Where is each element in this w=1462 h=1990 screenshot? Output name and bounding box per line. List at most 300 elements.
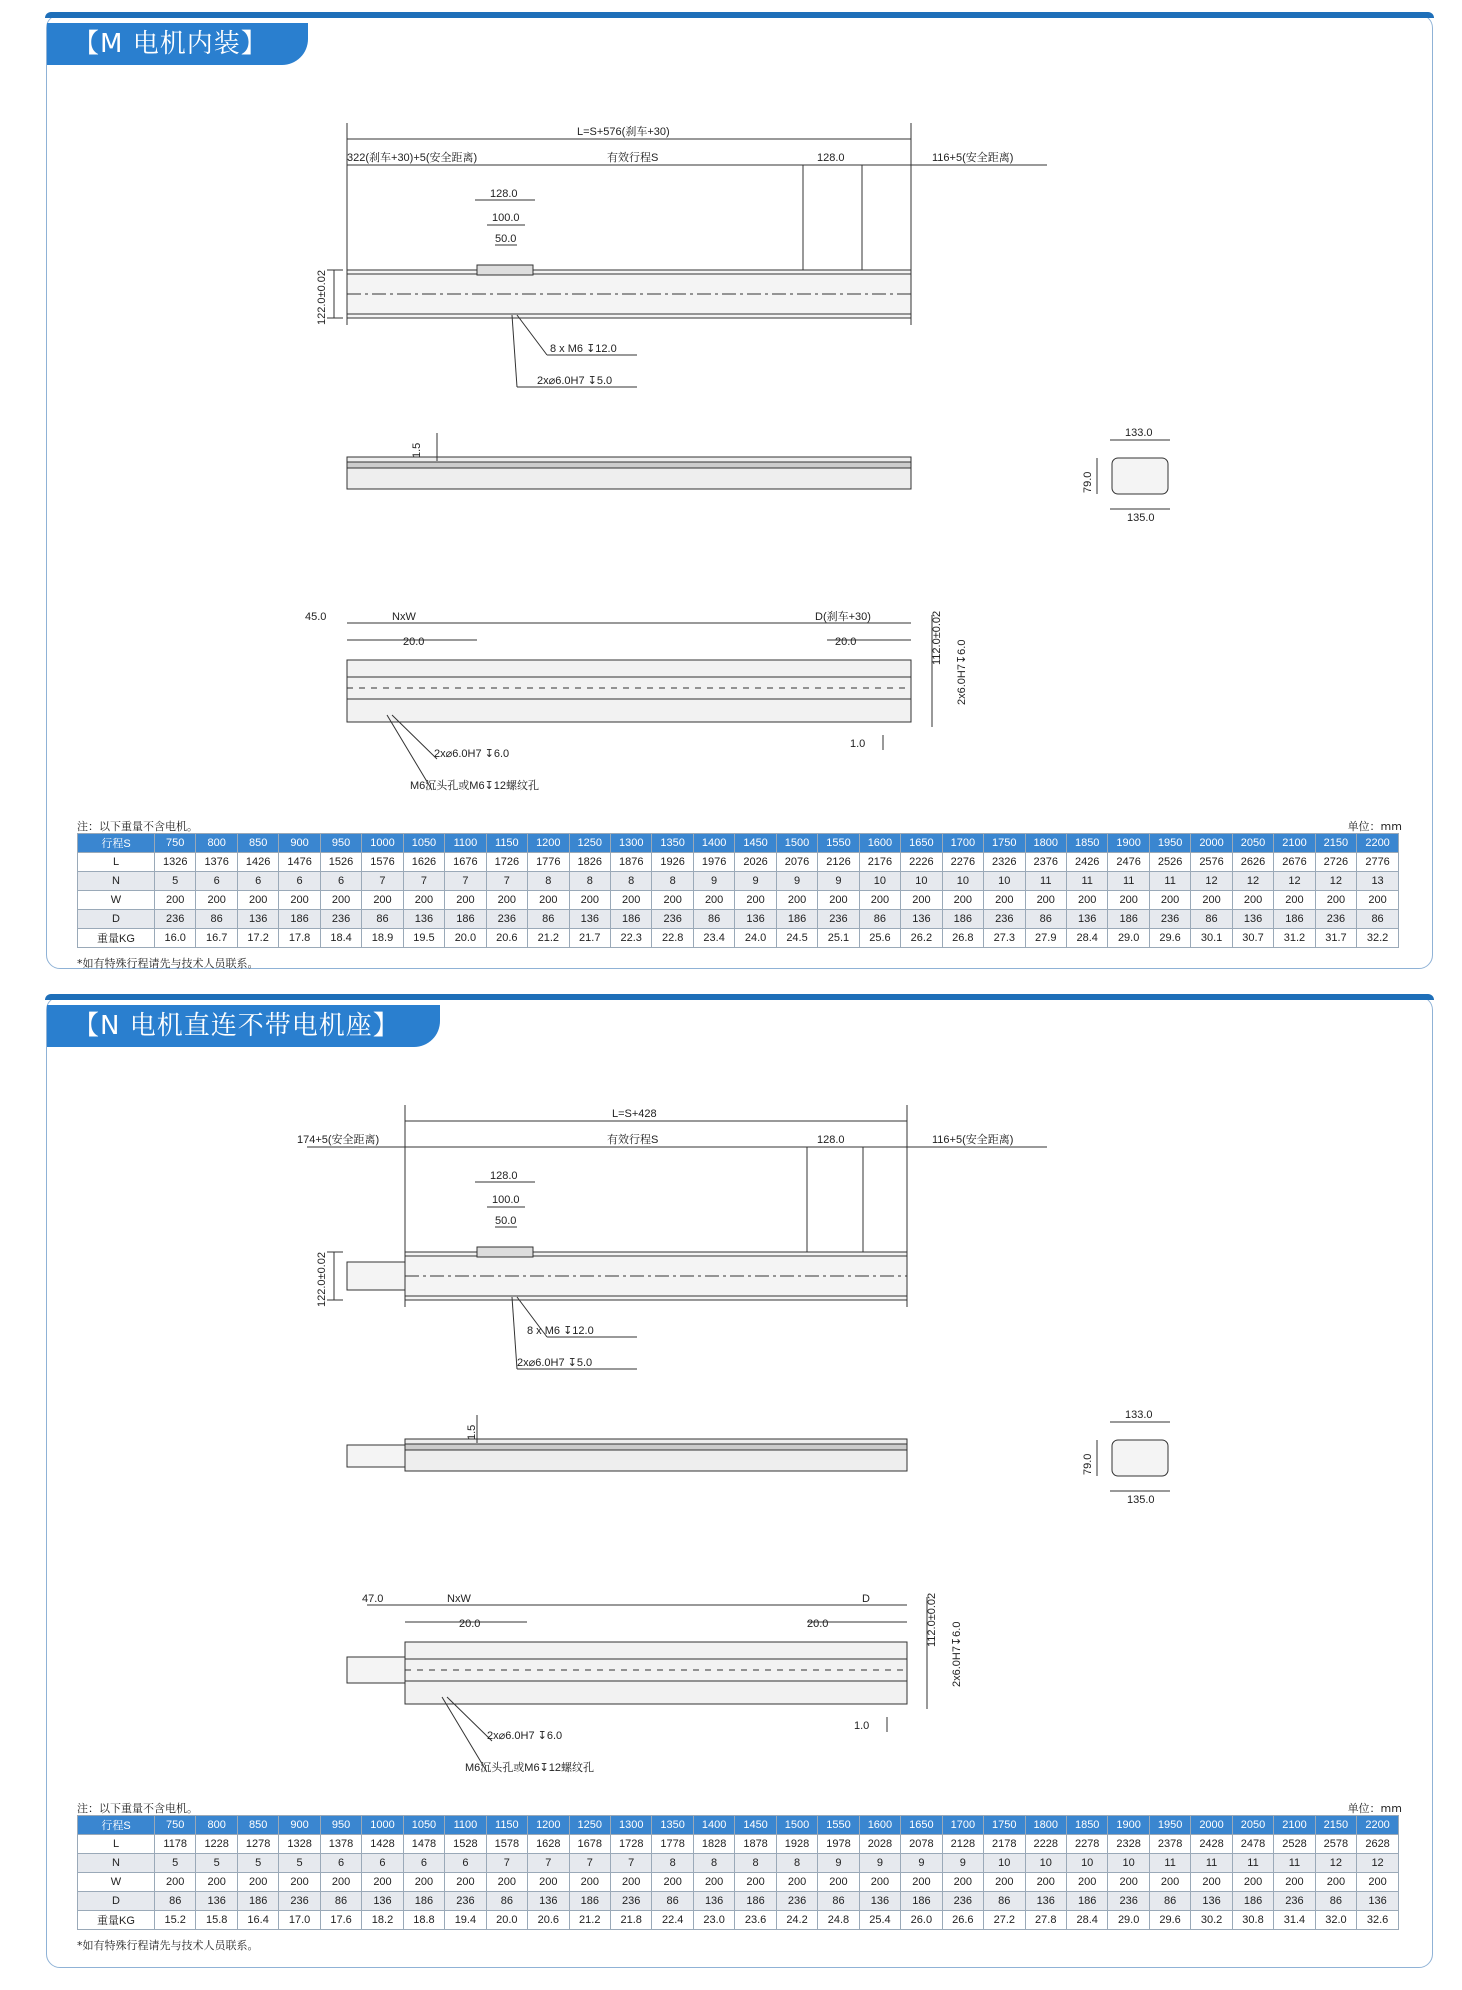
table-cell: 950 — [320, 834, 361, 853]
table-cell: 2478 — [1232, 1835, 1273, 1854]
table-cell: 186 — [569, 1892, 610, 1911]
row-header: 重量KG — [78, 929, 155, 948]
table-cell: 200 — [1108, 1873, 1149, 1892]
table-cell: 1476 — [279, 853, 320, 872]
table-cell: 1700 — [942, 834, 983, 853]
table-cell: 200 — [279, 891, 320, 910]
table-cell: 200 — [196, 891, 237, 910]
table-cell: 136 — [1066, 910, 1107, 929]
row-header: L — [78, 853, 155, 872]
table-cell: 23.6 — [735, 1911, 776, 1930]
table-cell: 10 — [984, 1854, 1025, 1873]
table-cell: 1600 — [859, 834, 900, 853]
table-cell: 1976 — [693, 853, 734, 872]
table-cell: 16.7 — [196, 929, 237, 948]
dim-total: L=S+428 — [612, 1108, 657, 1120]
table-cell: 1478 — [403, 1835, 444, 1854]
table-cell: 22.8 — [652, 929, 693, 948]
table-cell: 1776 — [528, 853, 569, 872]
table-cell: 236 — [818, 910, 859, 929]
table-cell: 200 — [776, 891, 817, 910]
table-cell: 1100 — [445, 1816, 486, 1835]
table-cell: 32.0 — [1315, 1911, 1356, 1930]
table-cell: 136 — [1025, 1892, 1066, 1911]
table-cell: 1150 — [486, 834, 527, 853]
table-cell: 200 — [237, 1873, 278, 1892]
table-cell: 200 — [1357, 1873, 1399, 1892]
table-cell: 200 — [901, 891, 942, 910]
table-cell: 18.8 — [403, 1911, 444, 1930]
table-cell: 8 — [776, 1854, 817, 1873]
table-cell: 2578 — [1315, 1835, 1356, 1854]
table-cell: 18.9 — [362, 929, 403, 948]
table-cell: 1428 — [362, 1835, 403, 1854]
table-cell: 86 — [652, 1892, 693, 1911]
dim-bottom-nxw: NxW — [447, 1593, 471, 1605]
table-cell: 2576 — [1191, 853, 1232, 872]
dim-bottom-20b: 20.0 — [835, 636, 857, 648]
table-cell: 1528 — [445, 1835, 486, 1854]
table-cell: 86 — [155, 1892, 196, 1911]
dim-bottom-45: 45.0 — [305, 611, 327, 623]
table-cell: 17.6 — [320, 1911, 361, 1930]
dim-holes-m6: 8 x M6 ↧12.0 — [550, 343, 617, 355]
table-row — [78, 929, 1399, 948]
table-cell: 24.2 — [776, 1911, 817, 1930]
table-cell: 27.8 — [1025, 1911, 1066, 1930]
table-cell: 236 — [1149, 910, 1190, 929]
dim-bottom-20a: 20.0 — [459, 1618, 481, 1630]
table-cell: 200 — [984, 1873, 1025, 1892]
table-cell: 86 — [1315, 1892, 1356, 1911]
table-cell: 1400 — [693, 834, 734, 853]
table-cell: 200 — [1066, 891, 1107, 910]
table-cell: 186 — [735, 1892, 776, 1911]
table-cell: 1650 — [901, 1816, 942, 1835]
table-cell: 30.7 — [1232, 929, 1273, 948]
table-cell: 1178 — [155, 1835, 196, 1854]
table-row — [78, 910, 1399, 929]
table-cell: 200 — [1274, 1873, 1315, 1892]
table-cell: 200 — [445, 891, 486, 910]
table-cell: 1850 — [1066, 1816, 1107, 1835]
table-cell: 1750 — [984, 1816, 1025, 1835]
table-cell: 1526 — [320, 853, 361, 872]
table-cell: 136 — [735, 910, 776, 929]
table-cell: 2226 — [901, 853, 942, 872]
dim-bottom-d: D(刹车+30) — [815, 611, 871, 623]
table-cell: 7 — [486, 872, 527, 891]
table-cell: 200 — [1066, 1873, 1107, 1892]
table-cell: 1676 — [445, 853, 486, 872]
table-cell: 136 — [196, 1892, 237, 1911]
row-header: 重量KG — [78, 1911, 155, 1930]
table-row — [78, 1835, 1399, 1854]
dim-end-135: 135.0 — [1127, 1494, 1155, 1506]
table-cell: 30.1 — [1191, 929, 1232, 948]
table-cell: 26.0 — [901, 1911, 942, 1930]
table-cell: 1826 — [569, 853, 610, 872]
table-cell: 200 — [818, 891, 859, 910]
table-cell: 1576 — [362, 853, 403, 872]
table-cell: 800 — [196, 1816, 237, 1835]
table-cell: 17.8 — [279, 929, 320, 948]
dim-bottom-20b: 20.0 — [807, 1618, 829, 1630]
table-cell: 200 — [1232, 1873, 1273, 1892]
dim-bottom-pin-v: 2x6.0H7↧6.0 — [951, 1621, 963, 1687]
table-cell: 16.0 — [155, 929, 196, 948]
table-cell: 136 — [569, 910, 610, 929]
table-cell: 86 — [984, 1892, 1025, 1911]
dim-side-15: 1.5 — [466, 1424, 478, 1440]
table-cell: 9 — [776, 872, 817, 891]
table-cell: 86 — [1025, 910, 1066, 929]
table-cell: 200 — [693, 1873, 734, 1892]
table-cell: 200 — [942, 891, 983, 910]
table-cell: 86 — [1357, 910, 1399, 929]
table-cell: 11 — [1149, 1854, 1190, 1873]
dim-right-margin: 116+5(安全距离) — [932, 1134, 1014, 1146]
table-cell: 18.2 — [362, 1911, 403, 1930]
table-cell: 1578 — [486, 1835, 527, 1854]
table-cell: 200 — [610, 1873, 651, 1892]
table-cell: 2128 — [942, 1835, 983, 1854]
table-cell: 1350 — [652, 834, 693, 853]
table-unit: 单位：mm — [1347, 820, 1402, 833]
table-cell: 186 — [237, 1892, 278, 1911]
table-cell: 9 — [942, 1854, 983, 1873]
table-cell: 1678 — [569, 1835, 610, 1854]
table-row — [78, 834, 1399, 853]
table-cell: 1928 — [776, 1835, 817, 1854]
table-cell: 2200 — [1357, 834, 1399, 853]
table-cell: 2100 — [1274, 834, 1315, 853]
dim-bottom-pin: 2x⌀6.0H7 ↧6.0 — [434, 748, 510, 760]
table-cell: 2078 — [901, 1835, 942, 1854]
table-row — [78, 891, 1399, 910]
table-cell: 850 — [237, 834, 278, 853]
table-cell: 1250 — [569, 1816, 610, 1835]
table-cell: 236 — [1108, 1892, 1149, 1911]
section-m-panel — [46, 14, 1433, 969]
dim-side-15: 1.5 — [411, 442, 423, 458]
table-cell: 12 — [1315, 1854, 1356, 1873]
table-cell: 2000 — [1191, 1816, 1232, 1835]
table-cell: 1500 — [776, 834, 817, 853]
table-cell: 136 — [403, 910, 444, 929]
table-row — [78, 853, 1399, 872]
table-cell: 2528 — [1274, 1835, 1315, 1854]
table-cell: 6 — [320, 872, 361, 891]
table-cell: 86 — [486, 1892, 527, 1911]
table-cell: 28.4 — [1066, 929, 1107, 948]
table-cell: 236 — [445, 1892, 486, 1911]
dim-bottom-1: 1.0 — [854, 1720, 870, 1732]
table-cell: 21.2 — [569, 1911, 610, 1930]
table-cell: 1326 — [155, 853, 196, 872]
table-cell: 18.4 — [320, 929, 361, 948]
table-cell: 6 — [320, 1854, 361, 1873]
table-cell: 86 — [693, 910, 734, 929]
table-cell: 1926 — [652, 853, 693, 872]
table-cell: 24.5 — [776, 929, 817, 948]
row-header: D — [78, 910, 155, 929]
table-cell: 86 — [859, 910, 900, 929]
table-cell: 236 — [942, 1892, 983, 1911]
dim-holes-pin: 2x⌀6.0H7 ↧5.0 — [517, 1357, 593, 1369]
table-cell: 31.4 — [1274, 1911, 1315, 1930]
table-cell: 2326 — [984, 853, 1025, 872]
table-cell: 186 — [279, 910, 320, 929]
table-cell: 8 — [652, 872, 693, 891]
table-cell: 1778 — [652, 1835, 693, 1854]
table-cell: 7 — [486, 1854, 527, 1873]
table-cell: 2626 — [1232, 853, 1273, 872]
table-cell: 200 — [610, 891, 651, 910]
table-cell: 136 — [901, 910, 942, 929]
dim-bottom-m6: M6沉头孔或M6↧12螺纹孔 — [465, 1762, 595, 1774]
table-cell: 10 — [1108, 1854, 1149, 1873]
table-cell: 2726 — [1315, 853, 1356, 872]
table-cell: 32.6 — [1357, 1911, 1399, 1930]
table-cell: 86 — [1191, 910, 1232, 929]
table-cell: 1950 — [1149, 834, 1190, 853]
table-cell: 1150 — [486, 1816, 527, 1835]
table-cell: 8 — [569, 872, 610, 891]
table-cell: 200 — [528, 1873, 569, 1892]
table-cell: 200 — [1191, 1873, 1232, 1892]
table-cell: 200 — [486, 891, 527, 910]
table-footnote: *如有特殊行程请先与技术人员联系。 — [77, 1939, 259, 1952]
table-cell: 19.5 — [403, 929, 444, 948]
dim-top-100: 100.0 — [492, 1194, 520, 1206]
table-cell: 186 — [942, 910, 983, 929]
table-cell: 2228 — [1025, 1835, 1066, 1854]
table-row — [78, 1854, 1399, 1873]
table-cell: 17.2 — [237, 929, 278, 948]
table-cell: 11 — [1066, 872, 1107, 891]
table-cell: 200 — [1274, 891, 1315, 910]
table-cell: 12 — [1232, 872, 1273, 891]
table-cell: 136 — [362, 1892, 403, 1911]
dim-end-79: 79.0 — [1082, 1453, 1094, 1475]
table-cell: 200 — [403, 1873, 444, 1892]
table-cell: 850 — [237, 1816, 278, 1835]
row-header: 行程S — [78, 1816, 155, 1835]
table-cell: 1250 — [569, 834, 610, 853]
spec-table — [77, 833, 1399, 948]
table-cell: 1726 — [486, 853, 527, 872]
table-cell: 200 — [569, 891, 610, 910]
table-cell: 25.4 — [859, 1911, 900, 1930]
table-cell: 200 — [279, 1873, 320, 1892]
table-cell: 1878 — [735, 1835, 776, 1854]
table-cell: 186 — [403, 1892, 444, 1911]
table-cell: 21.7 — [569, 929, 610, 948]
table-cell: 2100 — [1274, 1816, 1315, 1835]
table-cell: 32.2 — [1357, 929, 1399, 948]
table-cell: 26.8 — [942, 929, 983, 948]
dim-left-margin: 322(刹车+30)+5(安全距离) — [347, 152, 478, 164]
table-cell: 1628 — [528, 1835, 569, 1854]
table-cell: 2028 — [859, 1835, 900, 1854]
table-cell: 30.2 — [1191, 1911, 1232, 1930]
dim-bottom-112: 112.0±0.02 — [926, 1592, 938, 1647]
dim-bottom-1: 1.0 — [850, 738, 866, 750]
table-cell: 7 — [362, 872, 403, 891]
dim-end-79: 79.0 — [1082, 471, 1094, 493]
table-cell: 186 — [1066, 1892, 1107, 1911]
drawing-svg-n — [47, 997, 1432, 1797]
dim-bottom-45: 47.0 — [362, 1593, 384, 1605]
dim-end-133: 133.0 — [1125, 427, 1153, 439]
table-cell: 11 — [1274, 1854, 1315, 1873]
table-cell: 21.8 — [610, 1911, 651, 1930]
table-cell: 31.7 — [1315, 929, 1356, 948]
table-cell: 200 — [362, 891, 403, 910]
table-cell: 9 — [818, 1854, 859, 1873]
table-cell: 6 — [196, 872, 237, 891]
dim-bottom-20a: 20.0 — [403, 636, 425, 648]
table-cell: 1626 — [403, 853, 444, 872]
table-cell: 6 — [237, 872, 278, 891]
table-cell: 200 — [1315, 1873, 1356, 1892]
table-cell: 11 — [1149, 872, 1190, 891]
dim-end-135: 135.0 — [1127, 512, 1155, 524]
table-row — [78, 1816, 1399, 1835]
table-cell: 2150 — [1315, 834, 1356, 853]
table-cell: 750 — [155, 834, 196, 853]
table-cell: 2376 — [1025, 853, 1066, 872]
table-cell: 20.6 — [528, 1911, 569, 1930]
table-footnote: *如有特殊行程请先与技术人员联系。 — [77, 957, 259, 970]
table-cell: 28.4 — [1066, 1911, 1107, 1930]
table-cell: 13 — [1357, 872, 1399, 891]
table-cell: 29.6 — [1149, 1911, 1190, 1930]
table-cell: 24.0 — [735, 929, 776, 948]
dim-stroke: 有效行程S — [607, 1134, 659, 1146]
table-cell: 1376 — [196, 853, 237, 872]
table-cell: 136 — [1232, 910, 1273, 929]
table-cell: 2150 — [1315, 1816, 1356, 1835]
table-cell: 16.4 — [237, 1911, 278, 1930]
table-cell: 800 — [196, 834, 237, 853]
dim-right-margin: 116+5(安全距离) — [932, 152, 1014, 164]
table-cell: 200 — [652, 1873, 693, 1892]
table-cell: 11 — [1025, 872, 1066, 891]
table-cell: 1500 — [776, 1816, 817, 1835]
table-cell: 1850 — [1066, 834, 1107, 853]
table-cell: 200 — [693, 891, 734, 910]
table-cell: 2476 — [1108, 853, 1149, 872]
table-cell: 236 — [610, 1892, 651, 1911]
table-cell: 136 — [1357, 1892, 1399, 1911]
table-cell: 10 — [984, 872, 1025, 891]
dim-left-margin: 174+5(安全距离) — [297, 1134, 380, 1146]
table-cell: 186 — [776, 910, 817, 929]
table-cell: 24.8 — [818, 1911, 859, 1930]
table-cell: 27.3 — [984, 929, 1025, 948]
table-cell: 200 — [486, 1873, 527, 1892]
dim-top-50: 50.0 — [495, 233, 517, 245]
table-cell: 1750 — [984, 834, 1025, 853]
table-cell: 20.0 — [445, 929, 486, 948]
table-cell: 236 — [1315, 910, 1356, 929]
table-cell: 200 — [735, 891, 776, 910]
table-cell: 200 — [1108, 891, 1149, 910]
table-cell: 1450 — [735, 1816, 776, 1835]
table-cell: 1000 — [362, 1816, 403, 1835]
table-cell: 200 — [403, 891, 444, 910]
table-cell: 86 — [196, 910, 237, 929]
table-cell: 1450 — [735, 834, 776, 853]
table-cell: 2178 — [984, 1835, 1025, 1854]
table-cell: 2676 — [1274, 853, 1315, 872]
dim-stroke: 有效行程S — [607, 152, 659, 164]
table-cell: 200 — [569, 1873, 610, 1892]
row-header: N — [78, 872, 155, 891]
table-cell: 8 — [693, 1854, 734, 1873]
row-header: W — [78, 891, 155, 910]
technical-drawing — [47, 997, 1432, 1797]
table-cell: 29.0 — [1108, 1911, 1149, 1930]
dim-bottom-pin-v: 2x6.0H7↧6.0 — [956, 639, 968, 705]
table-cell: 900 — [279, 1816, 320, 1835]
table-cell: 1000 — [362, 834, 403, 853]
table-cell: 200 — [984, 891, 1025, 910]
table-cell: 2328 — [1108, 1835, 1149, 1854]
dim-height-122: 122.0±0.02 — [316, 270, 328, 325]
table-cell: 200 — [196, 1873, 237, 1892]
table-cell: 7 — [528, 1854, 569, 1873]
table-cell: 200 — [155, 1873, 196, 1892]
table-cell: 6 — [403, 1854, 444, 1873]
row-header: D — [78, 1892, 155, 1911]
table-cell: 200 — [901, 1873, 942, 1892]
table-cell: 1200 — [528, 834, 569, 853]
section-title: 【M 电机内装】 — [47, 23, 308, 65]
table-cell: 7 — [569, 1854, 610, 1873]
section-n-panel — [46, 996, 1433, 1968]
table-cell: 2428 — [1191, 1835, 1232, 1854]
table-cell: 136 — [859, 1892, 900, 1911]
table-cell: 15.2 — [155, 1911, 196, 1930]
table-cell: 30.8 — [1232, 1911, 1273, 1930]
table-note: 注：以下重量不含电机。 — [77, 820, 198, 833]
table-cell: 2426 — [1066, 853, 1107, 872]
table-cell: 2276 — [942, 853, 983, 872]
table-cell: 5 — [155, 1854, 196, 1873]
table-cell: 200 — [652, 891, 693, 910]
table-cell: 1800 — [1025, 1816, 1066, 1835]
table-cell: 8 — [528, 872, 569, 891]
table-cell: 12 — [1315, 872, 1356, 891]
table-cell: 12 — [1274, 872, 1315, 891]
table-cell: 1400 — [693, 1816, 734, 1835]
table-cell: 200 — [776, 1873, 817, 1892]
table-cell: 136 — [237, 910, 278, 929]
dim-bottom-112: 112.0±0.02 — [931, 610, 943, 665]
table-cell: 2026 — [735, 853, 776, 872]
table-cell: 200 — [1232, 891, 1273, 910]
table-cell: 1650 — [901, 834, 942, 853]
table-cell: 6 — [279, 872, 320, 891]
table-row — [78, 1911, 1399, 1930]
dim-bottom-pin: 2x⌀6.0H7 ↧6.0 — [487, 1730, 563, 1742]
table-cell: 86 — [362, 910, 403, 929]
table-cell: 200 — [528, 891, 569, 910]
table-cell: 86 — [1149, 1892, 1190, 1911]
